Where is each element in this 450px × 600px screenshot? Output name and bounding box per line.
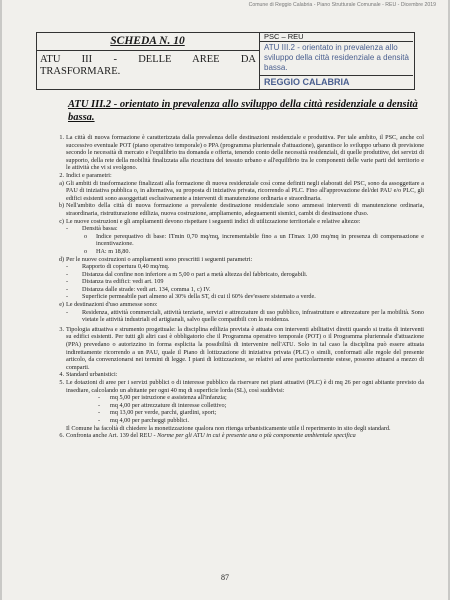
list-item	[40, 394, 424, 402]
paragraph: mq 4,00 per attrezzature di interesse collettivo;	[110, 401, 227, 409]
scheda-title: SCHEDA N. 10	[110, 35, 185, 47]
dash-bullet: -	[66, 225, 69, 233]
list-item	[40, 263, 424, 271]
paragraph: Rapporto di copertura 0,40 mq/mq.	[82, 263, 170, 271]
atu-title-line2: TRASFORMARE.	[40, 66, 121, 77]
item-number: 4.	[59, 371, 64, 379]
item-letter: e)	[59, 301, 64, 309]
list-item	[40, 371, 424, 379]
paragraph: Indice perequativo di base: ITmin 0,70 mq/mq, incrementabile fino a un ITmax 1,00 mq/mq in presenza di compensazione e incentivazione.	[96, 232, 424, 248]
paragraph: Per le nuove costruzioni o ampliamenti sono prescritti i seguenti parametri:	[66, 255, 253, 263]
list-item	[40, 293, 424, 301]
item-number: 5.	[59, 379, 64, 386]
paragraph: Indici e parametri:	[66, 171, 112, 179]
list-item	[40, 271, 424, 279]
paragraph: HA: m 18,80.	[96, 247, 131, 255]
paragraph: Standard urbanistici:	[66, 371, 118, 379]
page-number: 87	[221, 573, 229, 582]
paragraph: Gli ambiti di trasformazione finalizzati alla formazione di nuova residenziale così come definiti negli elaborati del PSC, sono da assoggettare a PAU di iniziativa pubblica o, in alternativa, su proposta di iniziativa privata, ricorrendo al PLC. Fino all'approvazione del/dei PAU e/o PLC, gli edifici esistenti sono assoggettati esclusivamente a interventi di manutenzione ordinaria e straordinaria.	[66, 179, 424, 202]
list-item	[40, 218, 424, 226]
item-number: 2.	[59, 171, 64, 179]
list-item	[40, 256, 424, 264]
paragraph: Il Comune ha facoltà di chiedere la monetizzazione qualora non ritenga urbanisticamente utile il reperimento in sito degli standard.	[66, 424, 391, 432]
list-item	[40, 225, 424, 233]
list-item	[40, 326, 424, 372]
paragraph: Distanza dalle strade: vedi art. 134, comma 1, c) IV.	[82, 285, 211, 293]
list-item	[40, 432, 424, 440]
paragraph-note	[40, 425, 424, 433]
list-item	[40, 278, 424, 286]
header-rule-left	[36, 50, 259, 51]
dash-bullet: -	[66, 263, 69, 271]
list-item	[40, 248, 424, 256]
list-item	[40, 202, 424, 217]
circle-bullet: o	[84, 232, 88, 240]
list-item	[40, 286, 424, 294]
header-subtitle: ATU III.2 - orientato in prevalenza allo sviluppo della città residenziale a densità bassa.	[264, 43, 409, 72]
paragraph: Nell'ambito della città di nuova formazione a prevalente destinazione residenziale sono ammessi interventi di manutenzione ordinaria, straordinaria, ristrutturazione edilizia, nuova costruzione, ampliamento, adeguamenti sismici, cambi di destinazione d'uso.	[66, 202, 424, 217]
paragraph: Superficie permeabile pari almeno al 30% della ST, di cui il 60% dev'essere sistemato a verde.	[82, 293, 316, 301]
paragraph: Distanza tra edifici: vedi art. 109	[82, 278, 164, 286]
paragraph: Residenza, attività commerciali, attività terziarie, servizi e attrezzature di uso pubblico, infrastrutture e attrezzature per la mobilità. Sono vietate le attività industriali ed artigianali, salvo quelle compatibili con la residenza.	[82, 308, 424, 324]
paragraph-italic: Norme per gli ATU in cui è presente una o più componente ambientale specifica	[157, 432, 356, 440]
list-item	[40, 180, 424, 203]
list-item	[40, 309, 424, 324]
item-number: 1.	[59, 134, 64, 141]
paragraph: La città di nuova formazione è caratterizzata dalla prevalenza delle destinazioni residenziale e produttiva. Per tale ambito, il PSC, anche col successivo eventuale POT (piano operativo temporale) o PPA (programma pluriennale d'attuazione), garantisce lo sviluppo urbano di previsione secondo le necessità di mercato e l'equilibrio tra domanda e offerta, tenendo conto delle necessità residenziali, di quelle produttive, dei servizi di supporto, della rete della mobilità finalizzata alla ricucitura del tessuto urbano e all'equilibrio tra le componenti delle varie parti del territorio e le attività che vi si svolgono.	[66, 134, 424, 172]
list-item	[40, 301, 424, 309]
list-item	[40, 134, 424, 172]
list-item	[40, 417, 424, 425]
item-letter: b)	[58, 202, 64, 210]
paragraph: Le destinazioni d'uso ammesse sono:	[66, 301, 158, 309]
item-number: 6.	[59, 432, 64, 440]
dash-bullet: -	[98, 416, 101, 424]
list-item	[40, 172, 424, 180]
list-item	[40, 402, 424, 410]
dash-bullet: -	[98, 409, 101, 417]
dash-bullet: -	[98, 401, 101, 409]
header-rule-right-bottom	[260, 75, 413, 76]
paragraph: Le nuove costruzioni e gli ampliamenti devono rispettare i seguenti indici di utilizzazione territoriale e relative altezze:	[66, 217, 361, 225]
psc-label: PSC – REU	[264, 32, 304, 41]
document-body	[40, 134, 424, 440]
dash-bullet: -	[66, 278, 69, 286]
paragraph: mq 4,00 per parcheggi pubblici.	[110, 416, 190, 424]
dash-bullet: -	[66, 270, 69, 278]
running-header: Comune di Reggio Calabria - Piano Strutturale Comunale - REU - Dicembre 2019	[248, 2, 436, 8]
list-item	[40, 409, 424, 417]
paragraph: Tipologia attuativa e strumento progettuale: la disciplina edilizia prevista è attuata con interventi abilitativi diretti quando si tratta di interventi su edifici esistenti. Per tutti gli altri casi è obbligatorio che il Programma operativo temporale (POT) o il Programma pluriennale d'attuazione (PPA) prevedano o autorizzino in forma esplicita la possibilità di intervenire nell'ATU. Solo in tal caso la disciplina può essere attuata indirettamente ricorrendo a un PAU, quale il Piano di lottizzazione di iniziativa privata (PLC) o simili, conformati alle regole del presente articolo, da convenzionarsi nei termini di legge. I piani di lottizzazione, se relativi ad aree particolarmente estese, possono attuarsi a mezzo di comparti.	[66, 325, 424, 371]
paragraph: Confronta anche Art. 139 del REU -	[66, 432, 158, 440]
item-letter: d)	[58, 255, 64, 263]
item-number: 3.	[59, 325, 64, 333]
item-letter: c)	[59, 217, 64, 225]
paragraph: Le dotazioni di aree per i servizi pubblici o di interesse pubblico da riservare nei piani attuativi (PLC) è di mq 26 per ogni abitante previsto da insediare, calcolando un abitante per ogni 40 mq di superficie lorda (SL), così suddivisi:	[66, 379, 424, 394]
section-title: ATU III.2 - orientato in prevalenza allo sviluppo della città residenziale a densità bassa.	[68, 99, 418, 123]
dash-bullet: -	[98, 394, 101, 402]
dash-bullet: -	[66, 285, 69, 293]
paragraph: mq 13,00 per verde, parchi, giardini, sport;	[110, 409, 217, 417]
paragraph: Densità bassa:	[82, 225, 118, 233]
header-rule-right-top	[260, 41, 413, 42]
list-item	[40, 233, 424, 248]
document-page	[2, 0, 448, 600]
circle-bullet: o	[84, 247, 88, 255]
item-letter: a)	[59, 179, 64, 187]
paragraph: mq 5,00 per istruzione e assistenza all'infanzia;	[110, 394, 227, 402]
atu-title-line1: ATU III - DELLE AREE DA	[40, 54, 256, 65]
dash-bullet: -	[66, 308, 69, 316]
paragraph: Distanza dal confine non inferiore a m 5,00 o pari a metà altezza del fabbricato, derogabili.	[82, 270, 308, 278]
list-item	[40, 379, 424, 394]
city-label: REGGIO CALABRIA	[264, 77, 350, 87]
dash-bullet: -	[66, 293, 69, 301]
